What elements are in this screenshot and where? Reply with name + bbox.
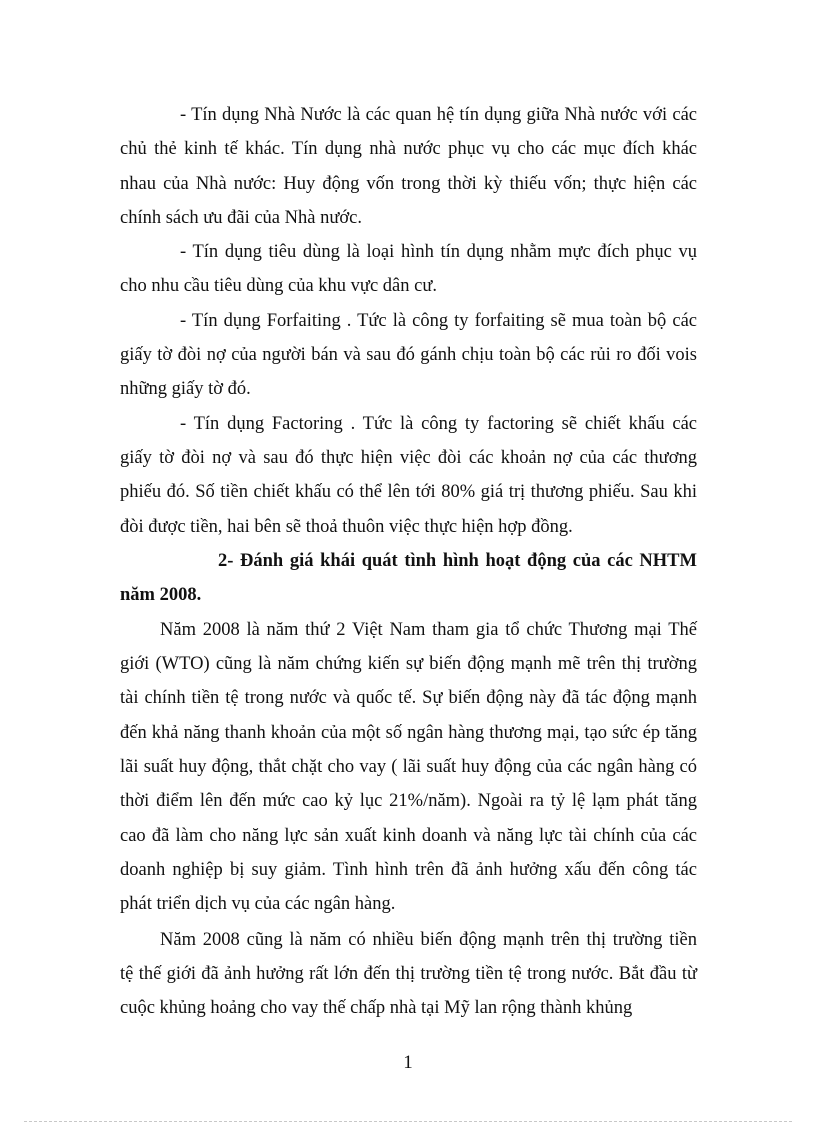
page-number: 1 (403, 1052, 413, 1073)
paragraph-line: chủ thẻ kinh tế khác. Tín dụng nhà nước phục vụ cho các mục đích khác (120, 139, 697, 159)
paragraph-line: tài chính tiền tệ trong nước và quốc tế. Sự biến động này đã tác động mạnh (120, 688, 697, 708)
paragraph-line: - Tín dụng Factoring . Tức là công ty factoring sẽ chiết khấu các (180, 414, 697, 434)
paragraph-line: thời điểm lên đến mức cao kỷ lục 21%/năm). Ngoài ra tỷ lệ lạm phát tăng (120, 791, 697, 811)
paragraph-line: chính sách ưu đãi của Nhà nước. (120, 208, 362, 228)
paragraph-line: giới (WTO) cũng là năm chứng kiến sự biến động mạnh mẽ trên thị trường (120, 654, 697, 674)
section-heading-continued: năm 2008. (120, 585, 202, 605)
paragraph-line: đòi được tiền, hai bên sẽ thoả thuôn việc thực hiện hợp đồng. (120, 517, 573, 537)
paragraph-line: giấy tờ đòi nợ và sau đó thực hiện việc đòi các khoản nợ của các thương (120, 448, 697, 468)
paragraph-line: nhau của Nhà nước: Huy động vốn trong thời kỳ thiếu vốn; thực hiện các (120, 174, 697, 194)
section-heading: 2- Đánh giá khái quát tình hình hoạt động của các NHTM (218, 551, 697, 571)
paragraph-line: đến khả năng thanh khoản của một số ngân hàng thương mại, tạo sức ép tăng (120, 723, 697, 743)
paragraph-line: - Tín dụng tiêu dùng là loại hình tín dụng nhằm mực đích phục vụ (180, 242, 697, 262)
page-bottom-divider (24, 1121, 792, 1122)
paragraph-line: giấy tờ đòi nợ của người bán và sau đó gánh chịu toàn bộ các rủi ro đối vois (120, 345, 697, 365)
paragraph-line: cuộc khủng hoảng cho vay thế chấp nhà tại Mỹ lan rộng thành khủng (120, 998, 633, 1018)
paragraph-line: lãi suất huy động, thắt chặt cho vay ( lãi suất huy động của các ngân hàng có (120, 757, 697, 777)
paragraph-line: phát triển dịch vụ của các ngân hàng. (120, 894, 396, 914)
paragraph-line: những giấy tờ đó. (120, 379, 251, 399)
paragraph-line: Năm 2008 cũng là năm có nhiều biến động mạnh trên thị trường tiền (160, 930, 697, 950)
paragraph-line: cao đã làm cho năng lực sản xuất kinh doanh và năng lực tài chính của các (120, 826, 697, 846)
paragraph-line: doanh nghiệp bị suy giảm. Tình hình trên đã ảnh hưởng xấu đến công tác (120, 860, 697, 880)
paragraph-line: cho nhu cầu tiêu dùng của khu vực dân cư. (120, 276, 437, 296)
paragraph-line: - Tín dụng Nhà Nước là các quan hệ tín dụng giữa Nhà nước với các (180, 105, 697, 125)
paragraph-line: - Tín dụng Forfaiting . Tức là công ty forfaiting sẽ mua toàn bộ các (180, 311, 697, 331)
paragraph-line: tệ thế giới đã ảnh hưởng rất lớn đến thị trường tiền tệ trong nước. Bắt đầu từ (120, 964, 697, 984)
paragraph-line: Năm 2008 là năm thứ 2 Việt Nam tham gia tổ chức Thương mại Thế (160, 620, 697, 640)
paragraph-line: phiếu đó. Số tiền chiết khấu có thể lên tới 80% giá trị thương phiếu. Sau khi (120, 482, 697, 502)
